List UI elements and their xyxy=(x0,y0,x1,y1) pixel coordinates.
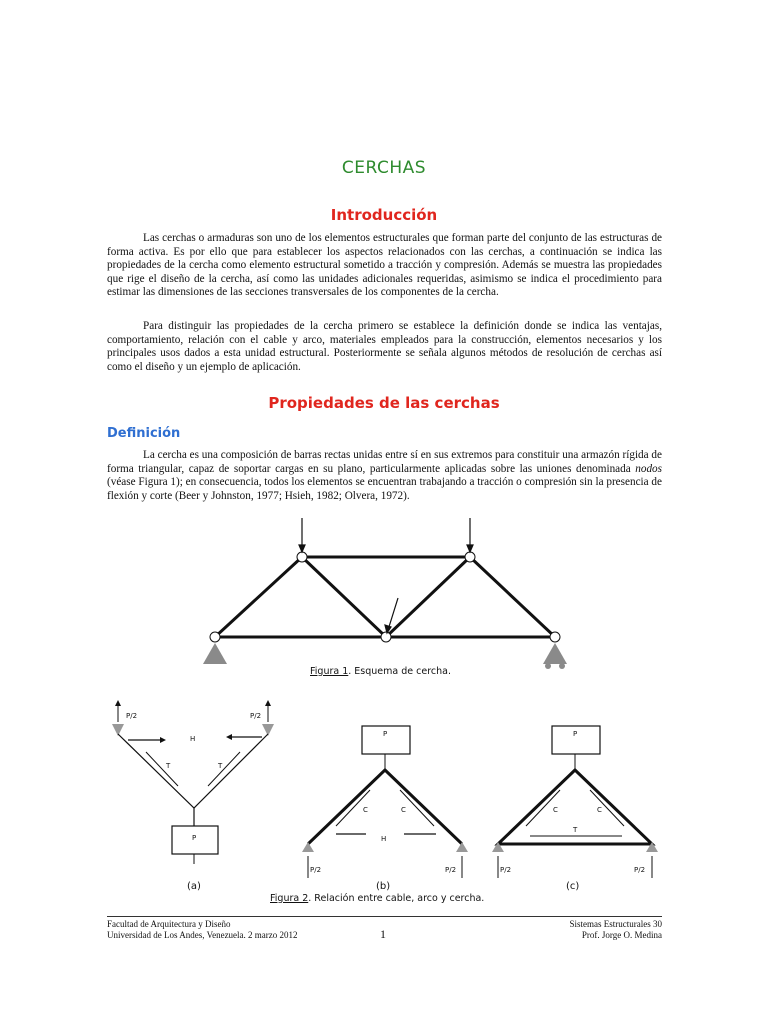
truss-node xyxy=(550,632,560,642)
arrowhead-icon xyxy=(265,700,271,706)
arrowhead-icon xyxy=(160,737,166,743)
label-load: P xyxy=(573,730,578,738)
label-tension: T xyxy=(166,762,171,770)
t-arrow-left xyxy=(146,752,178,786)
t-arrow-right xyxy=(208,752,240,786)
truss-nodes xyxy=(210,552,560,642)
figure-2b-label: (b) xyxy=(376,881,391,892)
arrowhead-icon xyxy=(299,545,305,552)
figure-1-caption xyxy=(310,666,451,677)
section-heading-introduccion: Introducción xyxy=(330,206,438,224)
label-half-load: P/2 xyxy=(310,866,322,874)
footer-right xyxy=(570,919,662,941)
truss-right-diagonal xyxy=(470,557,555,637)
subsection-heading-definicion: Definición xyxy=(107,426,181,441)
label-half-load: P/2 xyxy=(500,866,512,874)
truss-inner-diagonal-right xyxy=(386,557,470,637)
label-compression: C xyxy=(363,806,368,814)
pin-support-icon xyxy=(543,643,567,664)
figure-1-caption-text: . Esquema de cercha. xyxy=(348,666,451,677)
paragraph-intro-1: Las cerchas o armaduras son uno de los elementos estructurales que forman parte del conjunto de las estructuras de forma activa. Es por ello que para establecer los aspectos relacionados con las cerchas, a continuación se indica las propiedades de la cercha como elemento estructural sometido a tracción y compresión. Además se muestra las propiedades que rige el diseño de la cercha, así como las unidades adicionales requeridas, asimismo se indica el procedimiento para estimar las dimensiones de las secciones transversales de los componentes de la cercha. xyxy=(107,232,662,299)
truss-node xyxy=(210,632,220,642)
support-icon xyxy=(456,842,468,852)
figure-2-caption-text: . Relación entre cable, arco y cercha. xyxy=(308,893,485,904)
paragraph-intro-2: Para distinguir las propiedades de la cercha primero se establece la definición donde se indica las ventajas, comportamiento, relación con el cable y arco, materiales empleados para la construcción, elementos necesarios y los principales usos dados a esta unidad estructural. Posteriormente se señala algunos métodos de resolución de cerchas así como el diseño y un ejemplo de aplicación. xyxy=(107,320,662,373)
roller-icon xyxy=(559,663,565,669)
arrowhead-icon xyxy=(226,734,232,740)
figure-2b-arch xyxy=(302,726,468,878)
paragraph-definicion-part-2: (véase Figura 1); en consecuencia, todos los elementos se encuentran trabajando a tracción o compresión sin la presencia de flexión y corte (Beer y Johnston, 1977; Hsieh, 1982; Olvera, 1972). xyxy=(107,476,662,502)
label-half-load: P/2 xyxy=(250,712,262,720)
label-load: P xyxy=(192,834,197,842)
term-nodos: nodos xyxy=(635,462,662,475)
roller-icon xyxy=(545,663,551,669)
page-number: 1 xyxy=(380,927,386,941)
label-compression: C xyxy=(553,806,558,814)
footer-faculty: Facultad de Arquitectura y Diseño xyxy=(107,919,231,929)
footer-author: Prof. Jorge O. Medina xyxy=(581,930,662,940)
cable-line xyxy=(118,734,268,808)
label-half-load: P/2 xyxy=(445,866,457,874)
label-half-load: P/2 xyxy=(634,866,646,874)
label-tension: T xyxy=(218,762,223,770)
support-icon xyxy=(302,842,314,852)
label-horizontal: H xyxy=(190,735,196,743)
arch-line xyxy=(308,770,462,844)
figure-2-label: Figura 2 xyxy=(270,893,309,904)
footer-university: Universidad de Los Andes, Venezuela. 2 marzo 2012 xyxy=(107,930,298,940)
paragraph-definicion-part-1: La cercha es una composición de barras rectas unidas entre sí en sus extremos para constituir una armazón rígida de forma triangular, capaz de soportar cargas en su plano, particularmente aplicadas sobre las uniones denominada xyxy=(107,449,662,475)
truss-node xyxy=(381,632,391,642)
footer-course: Sistemas Estructurales 30 xyxy=(569,919,662,929)
label-horizontal: H xyxy=(381,835,387,843)
document-title: CERCHAS xyxy=(341,158,427,178)
truss-inner-diagonal-left xyxy=(302,557,386,637)
figure-2c-label: (c) xyxy=(566,881,580,892)
pin-support-icon xyxy=(203,643,227,664)
figure-2c-truss xyxy=(492,726,658,878)
arrowhead-icon xyxy=(115,700,121,706)
label-compression: C xyxy=(597,806,602,814)
truss-loads xyxy=(299,518,473,633)
section-heading-propiedades: Propiedades de las cerchas xyxy=(268,394,500,412)
label-compression: C xyxy=(401,806,406,814)
figure-2a-label: (a) xyxy=(187,881,201,892)
truss-left-diagonal xyxy=(215,557,302,637)
label-half-load: P/2 xyxy=(126,712,138,720)
c-arrow-right xyxy=(590,790,624,826)
page-footer xyxy=(107,916,662,941)
figure-1-label: Figura 1 xyxy=(310,666,349,677)
arrowhead-icon xyxy=(467,545,473,552)
label-load: P xyxy=(383,730,388,738)
label-tension: T xyxy=(573,826,578,834)
footer-left xyxy=(107,919,298,941)
figure-2-caption xyxy=(270,893,484,904)
